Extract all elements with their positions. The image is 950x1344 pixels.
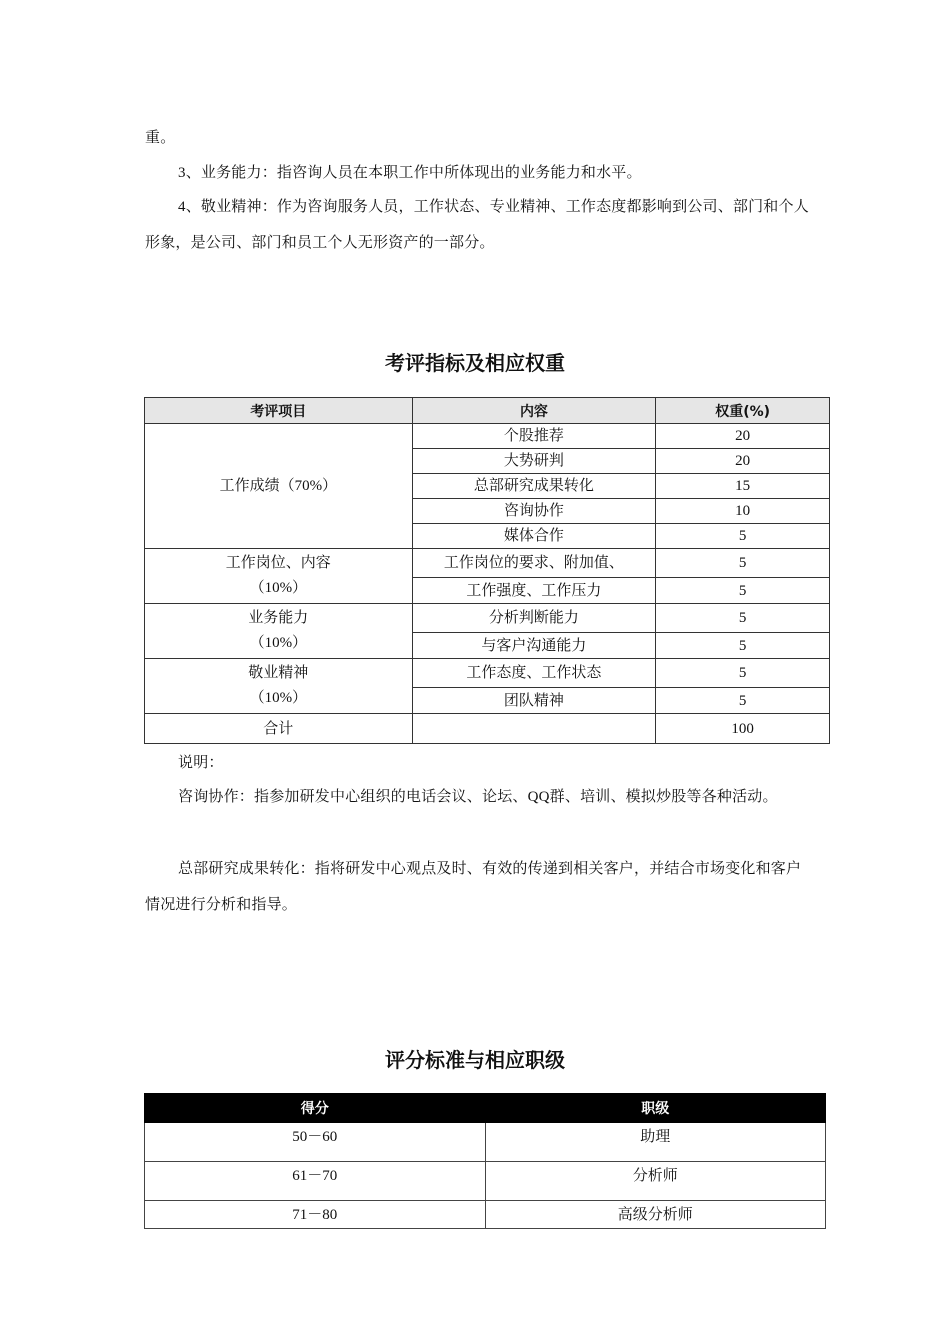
header-score: 得分 — [145, 1094, 486, 1123]
level-cell: 分析师 — [485, 1162, 826, 1201]
group-percent: （10%） — [249, 690, 308, 706]
note-consulting: 咨询协作：指参加研发中心组织的电话会议、论坛、QQ群、培训、模拟炒股等各种活动。 — [178, 789, 778, 805]
content-cell: 总部研究成果转化 — [412, 474, 656, 499]
group-performance: 工作成绩（70%） — [145, 424, 413, 549]
group-name: 工作岗位、内容 — [225, 555, 331, 571]
header-level: 职级 — [485, 1094, 826, 1123]
weight-cell: 15 — [656, 474, 830, 499]
total-label: 合计 — [145, 714, 413, 744]
total-row — [145, 714, 830, 744]
weight-cell: 5 — [656, 524, 830, 549]
table-row — [145, 1201, 826, 1229]
group-ability — [145, 604, 413, 659]
content-cell: 个股推荐 — [412, 424, 656, 449]
group-dedication — [145, 659, 413, 714]
level-cell: 助理 — [485, 1123, 826, 1162]
content-cell: 大势研判 — [412, 449, 656, 474]
table-row — [145, 1123, 826, 1162]
header-weight: 权重(%) — [656, 398, 830, 424]
table-row — [145, 424, 830, 449]
content-cell: 工作强度、工作压力 — [412, 578, 656, 604]
table-header-row — [145, 1094, 826, 1123]
total-content — [412, 714, 656, 744]
group-percent: （10%） — [249, 580, 308, 596]
weight-cell: 5 — [656, 549, 830, 578]
weight-cell: 20 — [656, 449, 830, 474]
group-position — [145, 549, 413, 604]
table-row — [145, 1162, 826, 1201]
notes-label: 说明： — [178, 755, 224, 771]
levels-table — [144, 1093, 826, 1229]
weight-cell: 5 — [656, 659, 830, 688]
content-cell: 分析判断能力 — [412, 604, 656, 633]
table-row — [145, 659, 830, 688]
weight-cell: 5 — [656, 604, 830, 633]
weights-table — [144, 397, 830, 744]
table-row — [145, 549, 830, 578]
total-value: 100 — [656, 714, 830, 744]
weight-cell: 5 — [656, 633, 830, 659]
table-header-row — [145, 398, 830, 424]
table-row — [145, 604, 830, 633]
group-percent: （10%） — [249, 635, 308, 651]
score-cell: 50－60 — [145, 1123, 486, 1162]
note-research: 总部研究成果转化：指将研发中心观点及时、有效的传递到相关客户，并结合市场变化和客户情况进行分析和指导。 — [145, 861, 802, 913]
score-cell: 61－70 — [145, 1162, 486, 1201]
levels-title: 评分标准与相应职级 — [385, 1048, 565, 1072]
header-item: 考评项目 — [145, 398, 413, 424]
weight-cell: 10 — [656, 499, 830, 524]
content-cell: 咨询协作 — [412, 499, 656, 524]
weight-cell: 20 — [656, 424, 830, 449]
weights-title: 考评指标及相应权重 — [385, 351, 565, 375]
group-name: 业务能力 — [248, 610, 309, 626]
content-cell: 媒体合作 — [412, 524, 656, 549]
score-cell: 71－80 — [145, 1201, 486, 1229]
content-cell: 工作态度、工作状态 — [412, 659, 656, 688]
header-content: 内容 — [412, 398, 656, 424]
level-cell: 高级分析师 — [485, 1201, 826, 1229]
intro-line: 重。 — [145, 130, 176, 146]
content-cell: 工作岗位的要求、附加值、 — [412, 549, 656, 578]
intro-item-3: 3、业务能力：指咨询人员在本职工作中所体现出的业务能力和水平。 — [178, 165, 642, 181]
content-cell: 与客户沟通能力 — [412, 633, 656, 659]
intro-item-4: 4、敬业精神：作为咨询服务人员，工作状态、专业精神、工作态度都影响到公司、部门和个人形象，是公司、部门和员工个人无形资产的一部分。 — [145, 199, 809, 251]
weight-cell: 5 — [656, 688, 830, 714]
content-cell: 团队精神 — [412, 688, 656, 714]
group-name: 敬业精神 — [248, 665, 309, 681]
weight-cell: 5 — [656, 578, 830, 604]
